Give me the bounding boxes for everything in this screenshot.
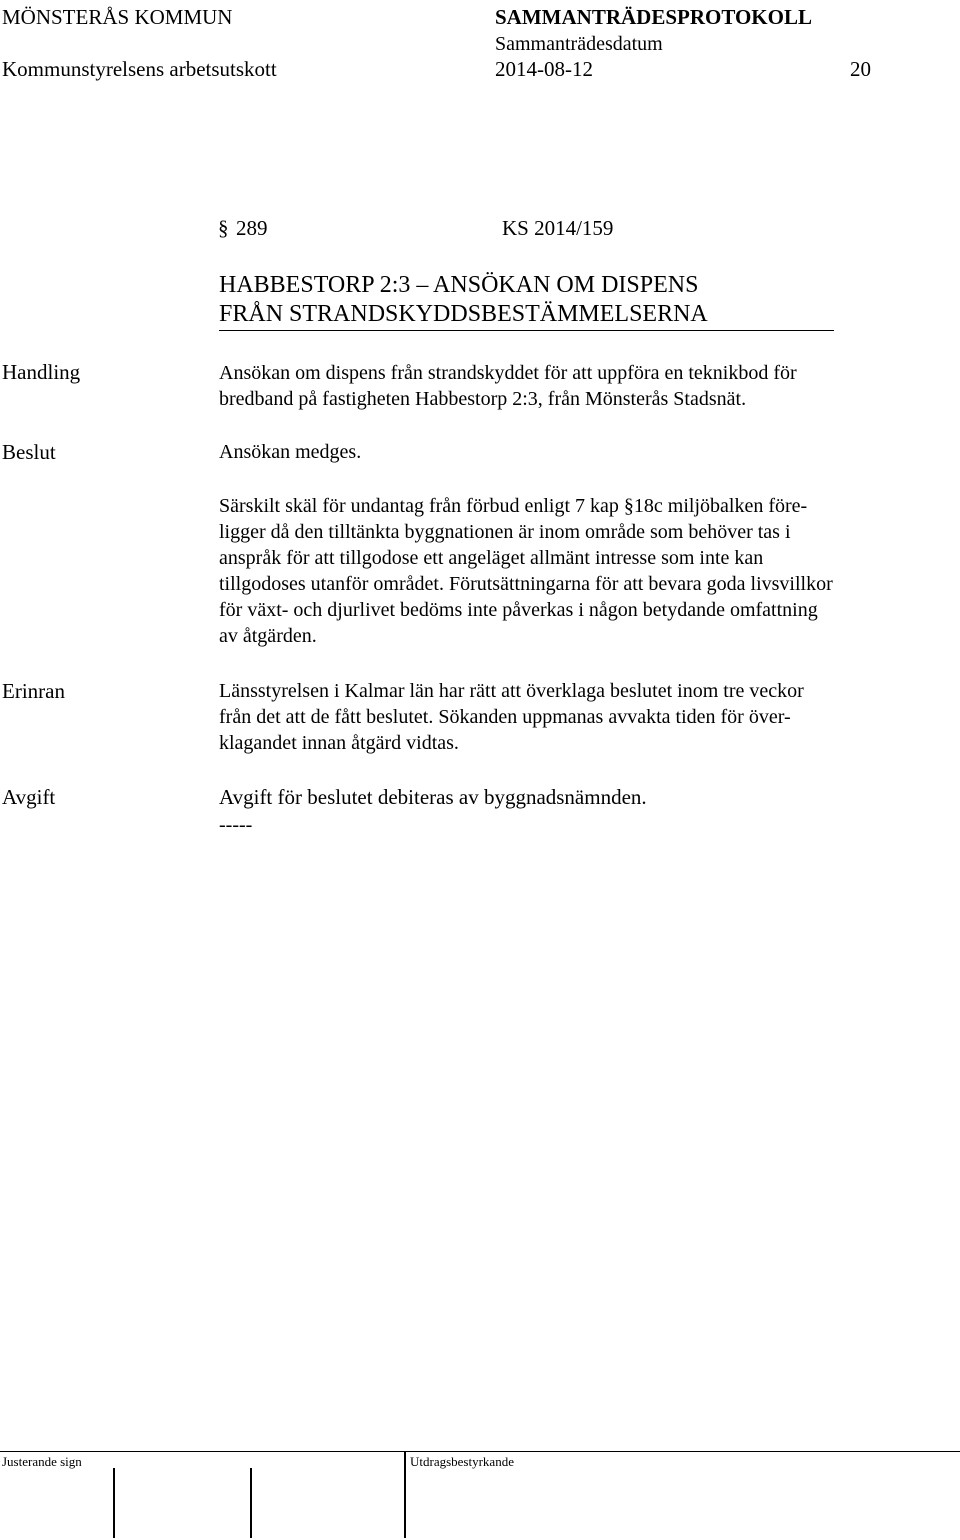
motivation-line-4: tillgodoses utanför området. Förutsättningarna för att bevara goda livsvillkor [219,573,833,595]
signature-box-divider-1 [113,1468,115,1538]
motivation-line-5: för växt- och djurlivet bedöms inte påverkas i någon betydande omfattning [219,599,818,621]
erinran-label: Erinran [2,679,65,703]
motivation-line-1 [219,493,807,519]
motivation-line-1-part-a: Särskilt skäl för undantag från förbud enligt 7 kap [219,495,619,517]
handling-text-line-2: bredband på fastigheten Habbestorp 2:3, från Mönsterås Stadsnät. [219,388,747,410]
signature-box-divider-3 [404,1451,406,1538]
meeting-date: 2014-08-12 [495,57,593,81]
case-reference: KS 2014/159 [502,216,614,240]
date-label: Sammanträdesdatum [495,33,663,55]
motivation-line-2: ligger då den tilltänkta byggnationen är inom område som behöver tas i [219,521,791,543]
document-type: SAMMANTRÄDESPROTOKOLL [495,5,812,29]
case-title-line-1: HABBESTORP 2:3 – ANSÖKAN OM DISPENS [219,272,699,298]
signature-box-divider-2 [250,1468,252,1538]
motivation-line-3: anspråk för att tillgodose ett angeläget allmänt intresse som inte kan [219,547,764,569]
case-title-line-2: FRÅN STRANDSKYDDSBESTÄMMELSERNA [219,301,708,327]
beslut-text: Ansökan medges. [219,441,362,463]
avgift-text: Avgift för beslutet debiteras av byggnadsnämnden. [219,785,647,809]
committee-name: Kommunstyrelsens arbetsutskott [2,57,277,81]
section-symbol-inline: § [623,495,634,517]
paragraph-number: 289 [236,216,268,240]
end-marker: ----- [219,814,253,836]
erinran-line-2: från det att de fått beslutet. Sökanden uppmanas avvakta tiden för över- [219,706,791,728]
beslut-label: Beslut [2,440,56,464]
handling-text-line-1: Ansökan om dispens från strandskyddet för att uppföra en teknikbod för [219,362,797,384]
section-symbol: § [218,216,229,240]
title-underline [219,330,834,331]
erinran-line-1: Länsstyrelsen i Kalmar län har rätt att överklaga beslutet inom tre veckor [219,680,804,702]
org-name: MÖNSTERÅS KOMMUN [2,5,233,29]
page-number: 20 [850,57,871,81]
footer-top-rule [0,1451,960,1452]
motivation-line-1-part-b: 18c miljöbalken före- [633,495,808,517]
motivation-line-6: av åtgärden. [219,625,317,647]
signature-label: Justerande sign [2,1454,82,1469]
extract-certification-label: Utdragsbestyrkande [410,1454,514,1469]
erinran-line-3: klagandet innan åtgärd vidtas. [219,732,459,754]
handling-label: Handling [2,360,81,384]
avgift-label: Avgift [2,785,56,809]
